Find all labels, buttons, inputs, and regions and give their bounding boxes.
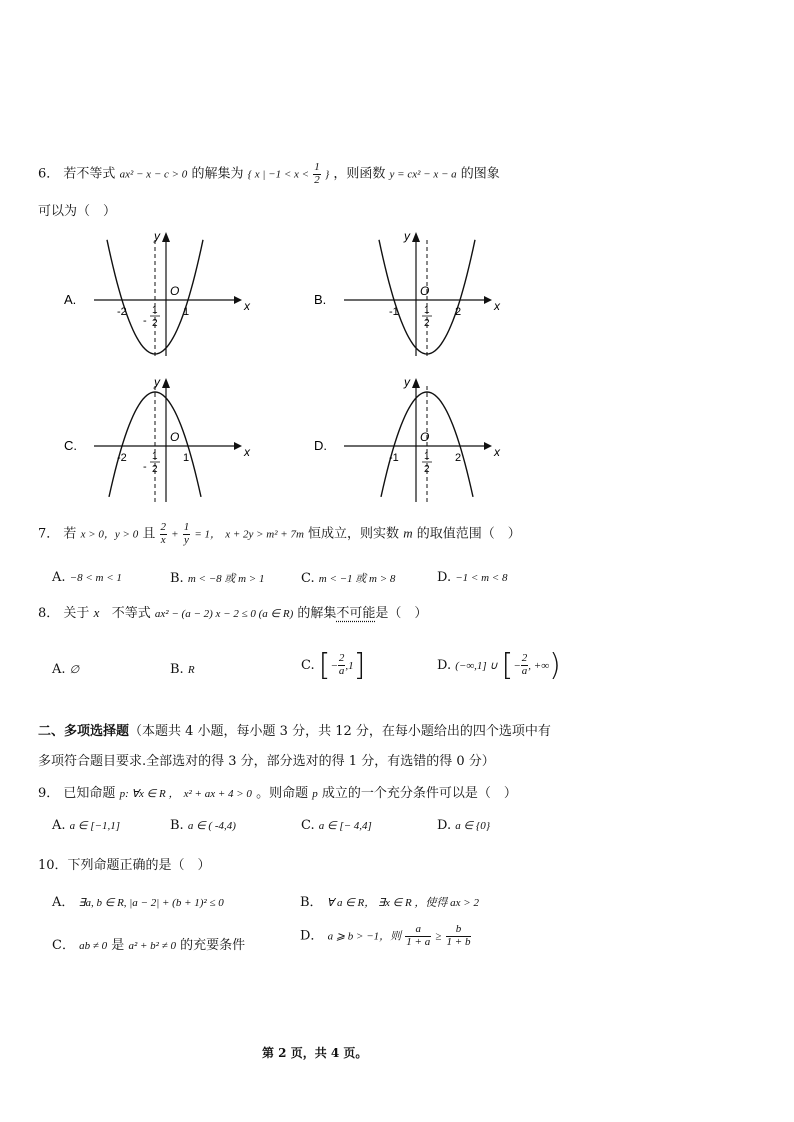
axis-fraction-denominator: 2 xyxy=(152,318,158,329)
q10-option-c[interactable]: C． ab ≠ 0 是 a² + b² ≠ 0 的充要条件 xyxy=(52,938,246,953)
q6-text-pre: 若不等式 xyxy=(63,166,116,182)
y-axis-label: y xyxy=(154,375,160,389)
option-label: A. xyxy=(64,292,77,307)
q10-option-a[interactable]: A． ∃a, b ∈ R, |a − 2| + (b + 1)² ≤ 0 xyxy=(52,895,224,910)
q6-option-c[interactable] xyxy=(64,374,254,513)
axis-fraction-numerator: 1 xyxy=(152,305,158,316)
q6-set-left: { x | −1 < x < xyxy=(247,168,310,181)
axis-fraction-numerator: 1 xyxy=(424,451,430,462)
q10-text: 下列命题正确的是（ ） xyxy=(67,858,211,873)
q7-text-pre: 若 xyxy=(63,526,77,542)
q7-inequality: x + 2y > m² + 7m xyxy=(225,528,304,541)
q6-number: 6． xyxy=(38,166,60,182)
q9-stem xyxy=(38,782,517,801)
q9-option-b[interactable]: B. a ∈ ( -4,4) xyxy=(170,818,236,833)
q7-number: 7． xyxy=(38,526,60,542)
root-label: 1 xyxy=(183,306,190,318)
root-label: -1 xyxy=(389,452,399,464)
axis-fraction-denominator: 2 xyxy=(152,464,158,475)
root-label: -2 xyxy=(117,452,127,464)
option-label: B. xyxy=(314,292,327,307)
root-label: 2 xyxy=(455,452,462,464)
q9-option-d[interactable]: D. a ∈ {0} xyxy=(437,818,491,833)
q8-emphasis: 不可能 xyxy=(336,606,376,621)
q7-option-b[interactable]: B. m < −8 或 m > 1 xyxy=(170,571,265,586)
q6-set-fraction: $\frac{1}{2}$ xyxy=(314,161,320,186)
q6-option-b[interactable] xyxy=(314,228,504,367)
axis-fraction-numerator: 1 xyxy=(152,451,158,462)
q7-option-d[interactable]: D. −1 < m < 8 xyxy=(437,570,508,585)
q8-text-post2: 是（ ） xyxy=(375,606,428,621)
q8-text-mid: 不等式 xyxy=(111,606,151,621)
q6-option-d[interactable] xyxy=(314,374,504,513)
q8-option-c[interactable]: C. [− $\frac{2}{a}$ ,1] xyxy=(301,648,366,683)
q9-text1: 已知命题 xyxy=(63,786,116,801)
parabola-graph xyxy=(64,374,254,509)
x-axis-label: x xyxy=(244,299,250,313)
section2-title: 二、多项选择题 xyxy=(38,724,130,739)
q7-text-post2: 的取值范围（ ） xyxy=(416,526,521,542)
q6-function: y = cx² − x − a xyxy=(389,168,457,181)
q8-option-d[interactable]: D. (−∞,1] ∪ [− $\frac{2}{a}$ , +∞) xyxy=(437,648,561,683)
q6-text-mid: 的解集为 xyxy=(191,166,244,182)
y-axis-label: y xyxy=(404,229,410,243)
axis-fraction-denominator: 2 xyxy=(424,464,430,475)
q10-stem xyxy=(38,854,211,873)
root-label: -1 xyxy=(389,306,399,318)
q7-fraction-2: $\frac{1}{y}$ xyxy=(183,521,190,546)
axis-fraction-sign: - xyxy=(143,461,147,473)
axis-fraction-numerator: 1 xyxy=(424,305,430,316)
q8-text-pre: 关于 xyxy=(63,606,90,621)
section2-desc2: 多项符合题目要求.全部选对的得 3 分，部分选对的得 1 分，有选错的得 0 分） xyxy=(38,754,495,769)
q9-text3: 成立的一个充分条件可以是（ ） xyxy=(321,786,517,801)
option-label: D. xyxy=(314,438,327,453)
q8-option-b[interactable]: B. R xyxy=(170,662,195,677)
section2-desc1: （本题共 4 小题，每小题 3 分，共 12 分，在每小题给出的四个选项中有 xyxy=(129,724,551,739)
y-axis-arrow-icon xyxy=(412,378,420,388)
q7-option-c[interactable]: C. m < −1 或 m > 8 xyxy=(301,571,396,586)
parabola-graph xyxy=(64,228,254,363)
y-axis-label: y xyxy=(154,229,160,243)
q7-equals: = 1， xyxy=(194,528,222,541)
x-axis-label: x xyxy=(494,445,500,459)
q6-text-post: 的图象 xyxy=(460,166,500,182)
q10-option-d[interactable]: D． a ⩾ b > −1，则 $\frac{a}{1 + a}$ ≥ $\frac{b}{1 + b}$ xyxy=(300,923,471,948)
q9-forall: : ∀x ∈ R ， xyxy=(125,788,180,800)
root-label: 2 xyxy=(455,306,462,318)
q9-text2: 。则命题 xyxy=(256,786,309,801)
x-axis-arrow-icon xyxy=(484,442,492,450)
q9-option-a[interactable]: A. a ∈ [−1,1] xyxy=(52,818,120,833)
q8-number: 8． xyxy=(38,606,60,621)
root-label: -2 xyxy=(117,306,127,318)
q6-inequality: ax² − x − c > 0 xyxy=(119,168,188,181)
q9-p: p xyxy=(119,788,126,800)
q7-plus: + xyxy=(171,528,179,541)
q8-variable-x: x xyxy=(93,605,100,620)
q8-stem xyxy=(38,602,427,621)
q8-option-a[interactable]: A. ∅ xyxy=(52,662,80,677)
q7-option-a[interactable]: A. −8 < m < 1 xyxy=(52,570,122,585)
origin-label: O xyxy=(170,430,180,444)
page-footer: 第 2 页，共 4 页。 xyxy=(262,1046,368,1060)
y-axis-label: y xyxy=(404,375,410,389)
q9-inequality: x² + ax + 4 > 0 xyxy=(183,788,252,800)
q10-number: 10． xyxy=(38,858,68,873)
q6-stem-line2: 可以为（ ） xyxy=(38,204,117,219)
q7-text-post: 恒成立，则实数 xyxy=(308,526,400,542)
parabola-graph xyxy=(314,228,504,363)
q6-set-right: } xyxy=(324,168,330,181)
y-axis-arrow-icon xyxy=(412,232,420,242)
x-axis-label: x xyxy=(494,299,500,313)
q9-option-c[interactable]: C. a ∈ [− 4,4] xyxy=(301,818,372,833)
q7-condition: x > 0，y > 0 xyxy=(80,528,139,541)
q6-option-a[interactable] xyxy=(64,228,254,367)
parabola-graph xyxy=(314,374,504,509)
x-axis-arrow-icon xyxy=(234,296,242,304)
axis-fraction-denominator: 2 xyxy=(424,318,430,329)
x-axis-arrow-icon xyxy=(484,296,492,304)
q7-stem xyxy=(38,522,521,546)
y-axis-arrow-icon xyxy=(162,378,170,388)
origin-label: O xyxy=(420,430,430,444)
x-axis-arrow-icon xyxy=(234,442,242,450)
y-axis-arrow-icon xyxy=(162,232,170,242)
q6-stem-line1 xyxy=(38,162,500,186)
section2-header-line1 xyxy=(38,720,551,739)
q6-text-post-pre: ，则函数 xyxy=(333,166,386,182)
q9-number: 9． xyxy=(38,786,60,801)
axis-fraction-sign: - xyxy=(143,315,147,327)
q7-variable-m: m xyxy=(403,525,413,541)
q8-text-post1: 的解集 xyxy=(297,606,337,621)
origin-label: O xyxy=(170,284,180,298)
q7-fraction-1: $\frac{2}{x}$ xyxy=(160,521,166,546)
x-axis-label: x xyxy=(244,445,250,459)
q8-inequality: ax² − (a − 2) x − 2 ≤ 0 (a ∈ R) xyxy=(154,608,294,620)
origin-label: O xyxy=(420,284,430,298)
q10-option-b[interactable]: B． ∀ a ∈ R， ∃x ∈ R ，使得 ax > 2 xyxy=(300,895,479,910)
q9-p-ref: p xyxy=(312,788,318,800)
option-label: C. xyxy=(64,438,77,453)
root-label: 1 xyxy=(183,452,190,464)
q7-text-and: 且 xyxy=(142,526,156,542)
